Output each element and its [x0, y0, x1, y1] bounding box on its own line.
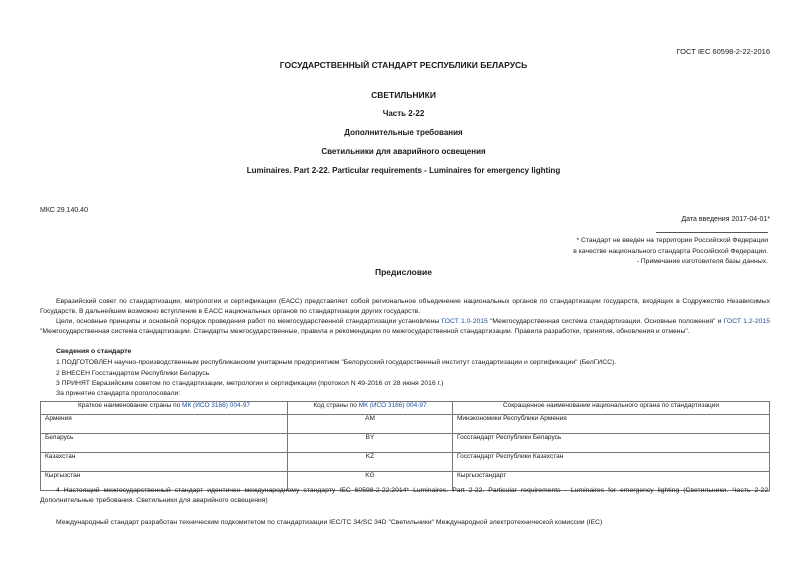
item-adopted: 3 ПРИНЯТ Евразийским советом по стандартизации, метрологии и сертификации (протокол N 49-2016 от 28 июня 2016 г.)	[56, 380, 444, 387]
para2-text-c: "Межгосударственная система стандартизации. Стандарты межгосударственные, правила и рекомендации по межгосударственной стандартизации. Правила разработки, принятия, обновления и отмены".	[40, 328, 690, 335]
header-code-text: Код страны по	[313, 402, 359, 409]
document-title: СВЕТИЛЬНИКИ	[371, 90, 436, 100]
cell-body: Кыргызстандарт	[453, 472, 770, 491]
standard-code: ГОСТ IEC 60598-2-22-2016	[676, 47, 770, 56]
footnote-line-3: - Примечание изготовителя базы данных.	[636, 258, 768, 265]
preface-paragraph-1: Евразийский совет по стандартизации, метрологии и сертификации (ЕАСС) представляет собой региональное объединение национальных органов по стандартизации государств, входящих в Содружество Независимых Государств. В дальнейшем возможно вступление в ЕАСС национальных органов по стандартизации других государств.	[40, 298, 770, 315]
table-row	[41, 415, 770, 434]
preface-heading: Предисловие	[374, 267, 433, 277]
document-part: Часть 2-22	[382, 109, 425, 118]
para2-text-a: Цели, основные принципы и основной порядок проведения работ по межгосударственной стандартизации установлены	[56, 318, 442, 325]
cell-body: Госстандарт Республики Беларусь	[453, 434, 770, 453]
mks-code: МКС 29.140.40	[40, 207, 88, 214]
mk-iso-link-1[interactable]: МК (ИСО 3166) 004-97	[182, 402, 250, 409]
cell-body: Госстандарт Республики Казахстан	[453, 453, 770, 472]
about-standard-heading: Сведения о стандарте	[56, 348, 132, 355]
item-developed: Международный стандарт разработан техническим подкомитетом по стандартизации IEC/TC 34/SC 34D "Светильники" Международной электротехнической комиссии (IEC)	[56, 519, 603, 526]
intro-date: Дата введения 2017-04-01*	[681, 216, 770, 223]
cell-body: Минэкономики Республики Армения	[453, 415, 770, 434]
table-header-row	[41, 402, 770, 415]
cell-country: Беларусь	[41, 434, 288, 453]
cell-code: KZ	[288, 453, 453, 472]
item-submitted: 2 ВНЕСЕН Госстандартом Республики Беларусь	[56, 370, 210, 377]
para2-text-b: "Межгосударственная система стандартизации. Основные положения" и	[487, 318, 724, 325]
cell-country: Кыргызстан	[41, 472, 288, 491]
header-code	[288, 402, 453, 415]
header-country-text: Краткое наименование страны по	[78, 402, 183, 409]
cell-code: AM	[288, 415, 453, 434]
document-subtitle: Дополнительные требования	[344, 128, 463, 137]
table-row	[41, 453, 770, 472]
header-country	[41, 402, 288, 415]
footnote-line-1: * Стандарт не введен на территории Российской Федерации	[576, 237, 768, 244]
preface-paragraph-2	[40, 317, 770, 337]
footnote-separator	[656, 232, 768, 233]
item-identical: 4 Настоящий межгосударственный стандарт идентичен международному стандарту IEC 60598-2-22:2014* Luminaires. Part 2-22. Particular requirements - Luminaires for emergency lighting (Светильники. Часть 2-22. Дополнительные требования. Светильники для аварийного освещения)	[40, 487, 770, 504]
english-title: Luminaires. Part 2-22. Particular requirements - Luminaires for emergency lighting	[246, 166, 561, 175]
cell-country: Армения	[41, 415, 288, 434]
standard-title: ГОСУДАРСТВЕННЫЙ СТАНДАРТ РЕСПУБЛИКИ БЕЛАРУСЬ	[279, 60, 528, 70]
header-body: Сокращенное наименование национального органа по стандартизации	[453, 402, 770, 415]
voted-label: За принятие стандарта проголосовали:	[56, 390, 181, 397]
footnote-line-2: в качестве национального стандарта Российской Федерации.	[573, 248, 768, 255]
document-subtitle-2: Светильники для аварийного освещения	[321, 147, 486, 156]
gost-1-0-link[interactable]: ГОСТ 1.0-2015	[441, 318, 488, 325]
gost-1-2-link[interactable]: ГОСТ 1.2-2015	[723, 318, 770, 325]
cell-code: BY	[288, 434, 453, 453]
mk-iso-link-2[interactable]: МК (ИСО 3166) 004-97	[358, 402, 427, 409]
table-row	[41, 434, 770, 453]
item-prepared: 1 ПОДГОТОВЛЕН научно-производственным республиканским унитарным предприятием "Белорусский государственный институт стандартизации и сертификации" (БелГИСС).	[56, 359, 617, 366]
cell-code: KG	[288, 472, 453, 491]
cell-country: Казахстан	[41, 453, 288, 472]
voting-states-table	[40, 401, 770, 491]
